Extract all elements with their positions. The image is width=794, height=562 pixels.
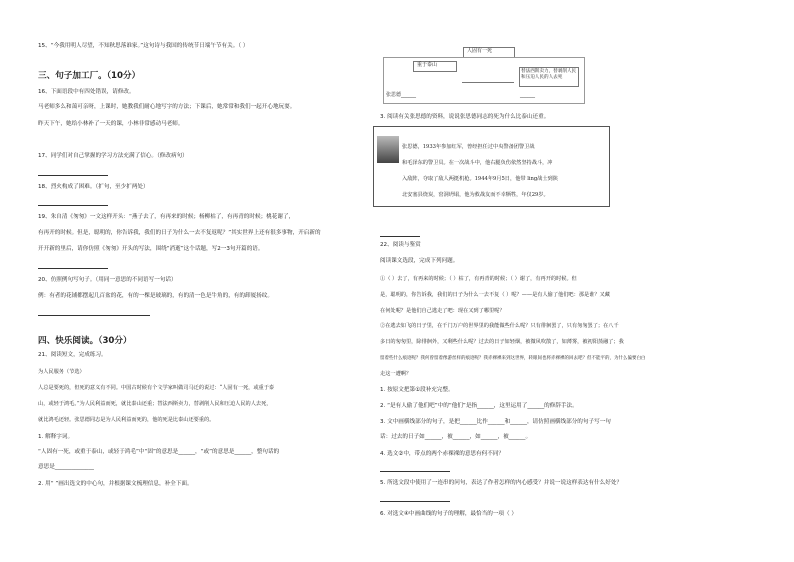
question-3: 3. 阅读有关张思德的资料，说说张思德同志的死为什么比泰山还重。 (380, 114, 550, 120)
portrait-image (377, 136, 399, 163)
passage-line-2: 山，或轻于鸿毛。”为人民利益而死，就比泰山还重；替法西斯卖力，替剥削人民和压迫人民的人去死， (38, 401, 272, 407)
sub-q-4: 4. 选文②中，带点的两个赤裸裸的意思有何不同？ (380, 451, 505, 457)
passage2-line-6: 留着些什么痕迹呢？我何曾留着像游丝样的痕迹呢？我赤裸裸来到这世界，转眼间也将赤裸裸的回去吧？但不能平的，为什么偏要白白 (380, 356, 646, 361)
answer-line-17[interactable] (38, 175, 108, 176)
question-15: 15、“今我用明人尽望，不知秋思落谁家。”这句诗与我国的传统节日端午节有关。（ ） (38, 43, 249, 49)
question-18: 18、烈火构成了困难。（扩句，至少扩两处） (38, 184, 149, 190)
diagram-mid: 重于泰山 (417, 62, 438, 68)
question-16-text-2: 昨天下午，她给小林补了一天的课，小林非常感动马老师。 (38, 121, 184, 127)
passage2-line-5: 多日的匆匆里，除徘徊外，又剩些什么呢？过去的日子如轻烟，被微风吹散了，如薄雾，被初阳蒸融了；我 (380, 339, 624, 345)
answer-line-s4[interactable] (380, 471, 450, 472)
answer-line-19[interactable] (38, 268, 108, 269)
question-20-example: 例：有者的花铺都摆起几百盆的花，有的一棵是玻璃的，有的清一色是牛角的，有的卸厦扬纹。 (38, 293, 273, 299)
answer-line-20[interactable] (38, 315, 150, 316)
question-22: 22、阅读与鉴赏 (380, 242, 421, 248)
question-21: 21、阅读短文，完成练习。 (38, 352, 107, 358)
section-3-heading: 三、句子加工厂。（10分） (38, 71, 141, 81)
question-19-line-1: 19、朱自清《匆匆》一文这样开头：“燕子去了，有再来的时候；杨柳枯了，有再青的时候；桃花谢了， (38, 214, 295, 220)
profile-line-3: 入敌阵，夺取了敌人两挺机枪。1944年9月5日，他带 ling战士到陕 (402, 176, 558, 182)
sub-q-3-line-2: 话：过去的日子如______，被______，如______，被______。 (380, 434, 532, 440)
diagram-bottom-left: 张思德______ (386, 92, 417, 98)
diagram-bottom-right: ______ (520, 92, 535, 98)
passage2-line-1: ①（ ）去了，有再来的时候；（ ）枯了，有再青的时候；（ ）谢了，有再开的时候。但 (380, 276, 577, 282)
question-17: 17、同学们对自己掌握的学习方法充满了信心。（修改病句） (38, 153, 188, 159)
diagram-right: 替法西斯卖力，替剥削人民和压迫人民的人去死 (521, 69, 577, 80)
passage2-line-7: 走这一遭啊？ (380, 371, 412, 377)
question-19-line-2: 有再开的时候。但是，聪明的，你告诉我，我们的日子为什么一去不复返呢？”其实世界上还有很多事物，开启新的 (38, 230, 321, 236)
question-16-text-1: 马老师多么和蔼可亲呀，上课时，她教我们耐心地写字的方法；下课后，她常常和我们一起开心地玩耍。 (38, 104, 296, 110)
passage-title: 为人民服务（节选） (38, 369, 85, 375)
sub-question-2: 2. 用“ ”画出选文的中心句，并根据课文梳理信息，补全下面。 (38, 481, 193, 487)
sub-q-6: 6. 对选文④中画曲线的句子的理解，最恰当的一项（ ） (380, 511, 517, 517)
answer-line-s5[interactable] (380, 501, 450, 502)
answer-line-18[interactable] (38, 205, 108, 206)
question-19-line-3: 开开新的里后，请你仿照《匆匆》开头的写法，围绕“消逝”这个话题，写2一3句开篇的语。 (38, 246, 264, 252)
passage2-line-3: 在何处呢？是他们自己逃走了吧：现在又到了哪里呢？ (380, 308, 505, 314)
answer-line-3[interactable] (380, 236, 420, 237)
profile-line-4: 北安塞县烧炭，窑洞坍塌，他为救战友而不幸牺牲，年仅29岁。 (402, 192, 549, 198)
sub-q-5: 5. 所选文段中使用了一连串的问句，表达了作者怎样的内心感受？并说一说这样表达有什么好处？ (380, 480, 623, 486)
sub-question-1-text: “人固有一死，或重于泰山，或轻于鸿毛”中“固”的意思是______，“或”的意思是______，整句话的 (38, 449, 280, 455)
passage2-line-2: 是，聪明的，你告诉我，我们的日子为什么一去不复（ ）呢？——是有人偷了他们吧：那是谁？又藏 (380, 292, 610, 298)
sub-q-1: 1. 按原文把第①段补充完整。 (380, 387, 454, 393)
sub-q-2: 2. “是有人偷了他们吧”中的“他们”是指______，这里运用了______的修辞手法。 (380, 403, 578, 409)
passage-line-3: 就比鸿毛还轻。张思德同志是为人民利益而死的，他的死是比泰山还要重的。 (38, 417, 215, 423)
question-22-instruction: 阅读课文选段，完成下列问题。 (380, 258, 459, 264)
question-20: 20、仿照例句写句子。（用同一意思的不同语写一句话） (38, 277, 177, 283)
question-16: 16、下面语段中有四处错误，请修改。 (38, 89, 135, 95)
sub-q-3-line-1: 3. 文中画横线部分的句子，是把______比作______和______，请仿照画横线部分的句子写一句 (380, 419, 611, 425)
diagram-top: 人固有一死 (467, 48, 493, 54)
passage2-line-4: ②在逃去如飞的日子里，在千门万户的世界里的我能做些什么呢？只有徘徊罢了，只有匆匆罢了；在八千 (380, 323, 619, 329)
section-4-heading: 四、快乐阅读。（30分） (38, 336, 132, 346)
sub-question-1-meaning: 意思是______________ (38, 464, 94, 470)
passage-line-1: 人总是要死的，但死的意义有不同。中国古时候有个文学家叫做司马迁的说过：“人固有一死，或重于泰 (38, 385, 275, 391)
profile-line-1: 张思德，1933年参加红军，曾经担任过中央警备团警卫战 (402, 144, 535, 150)
sub-question-1: 1. 解释字词。 (38, 434, 74, 440)
profile-line-2: 和毛泽东的警卫员。在一次战斗中，他右腿负伤依然坚持战斗，冲 (402, 160, 553, 166)
